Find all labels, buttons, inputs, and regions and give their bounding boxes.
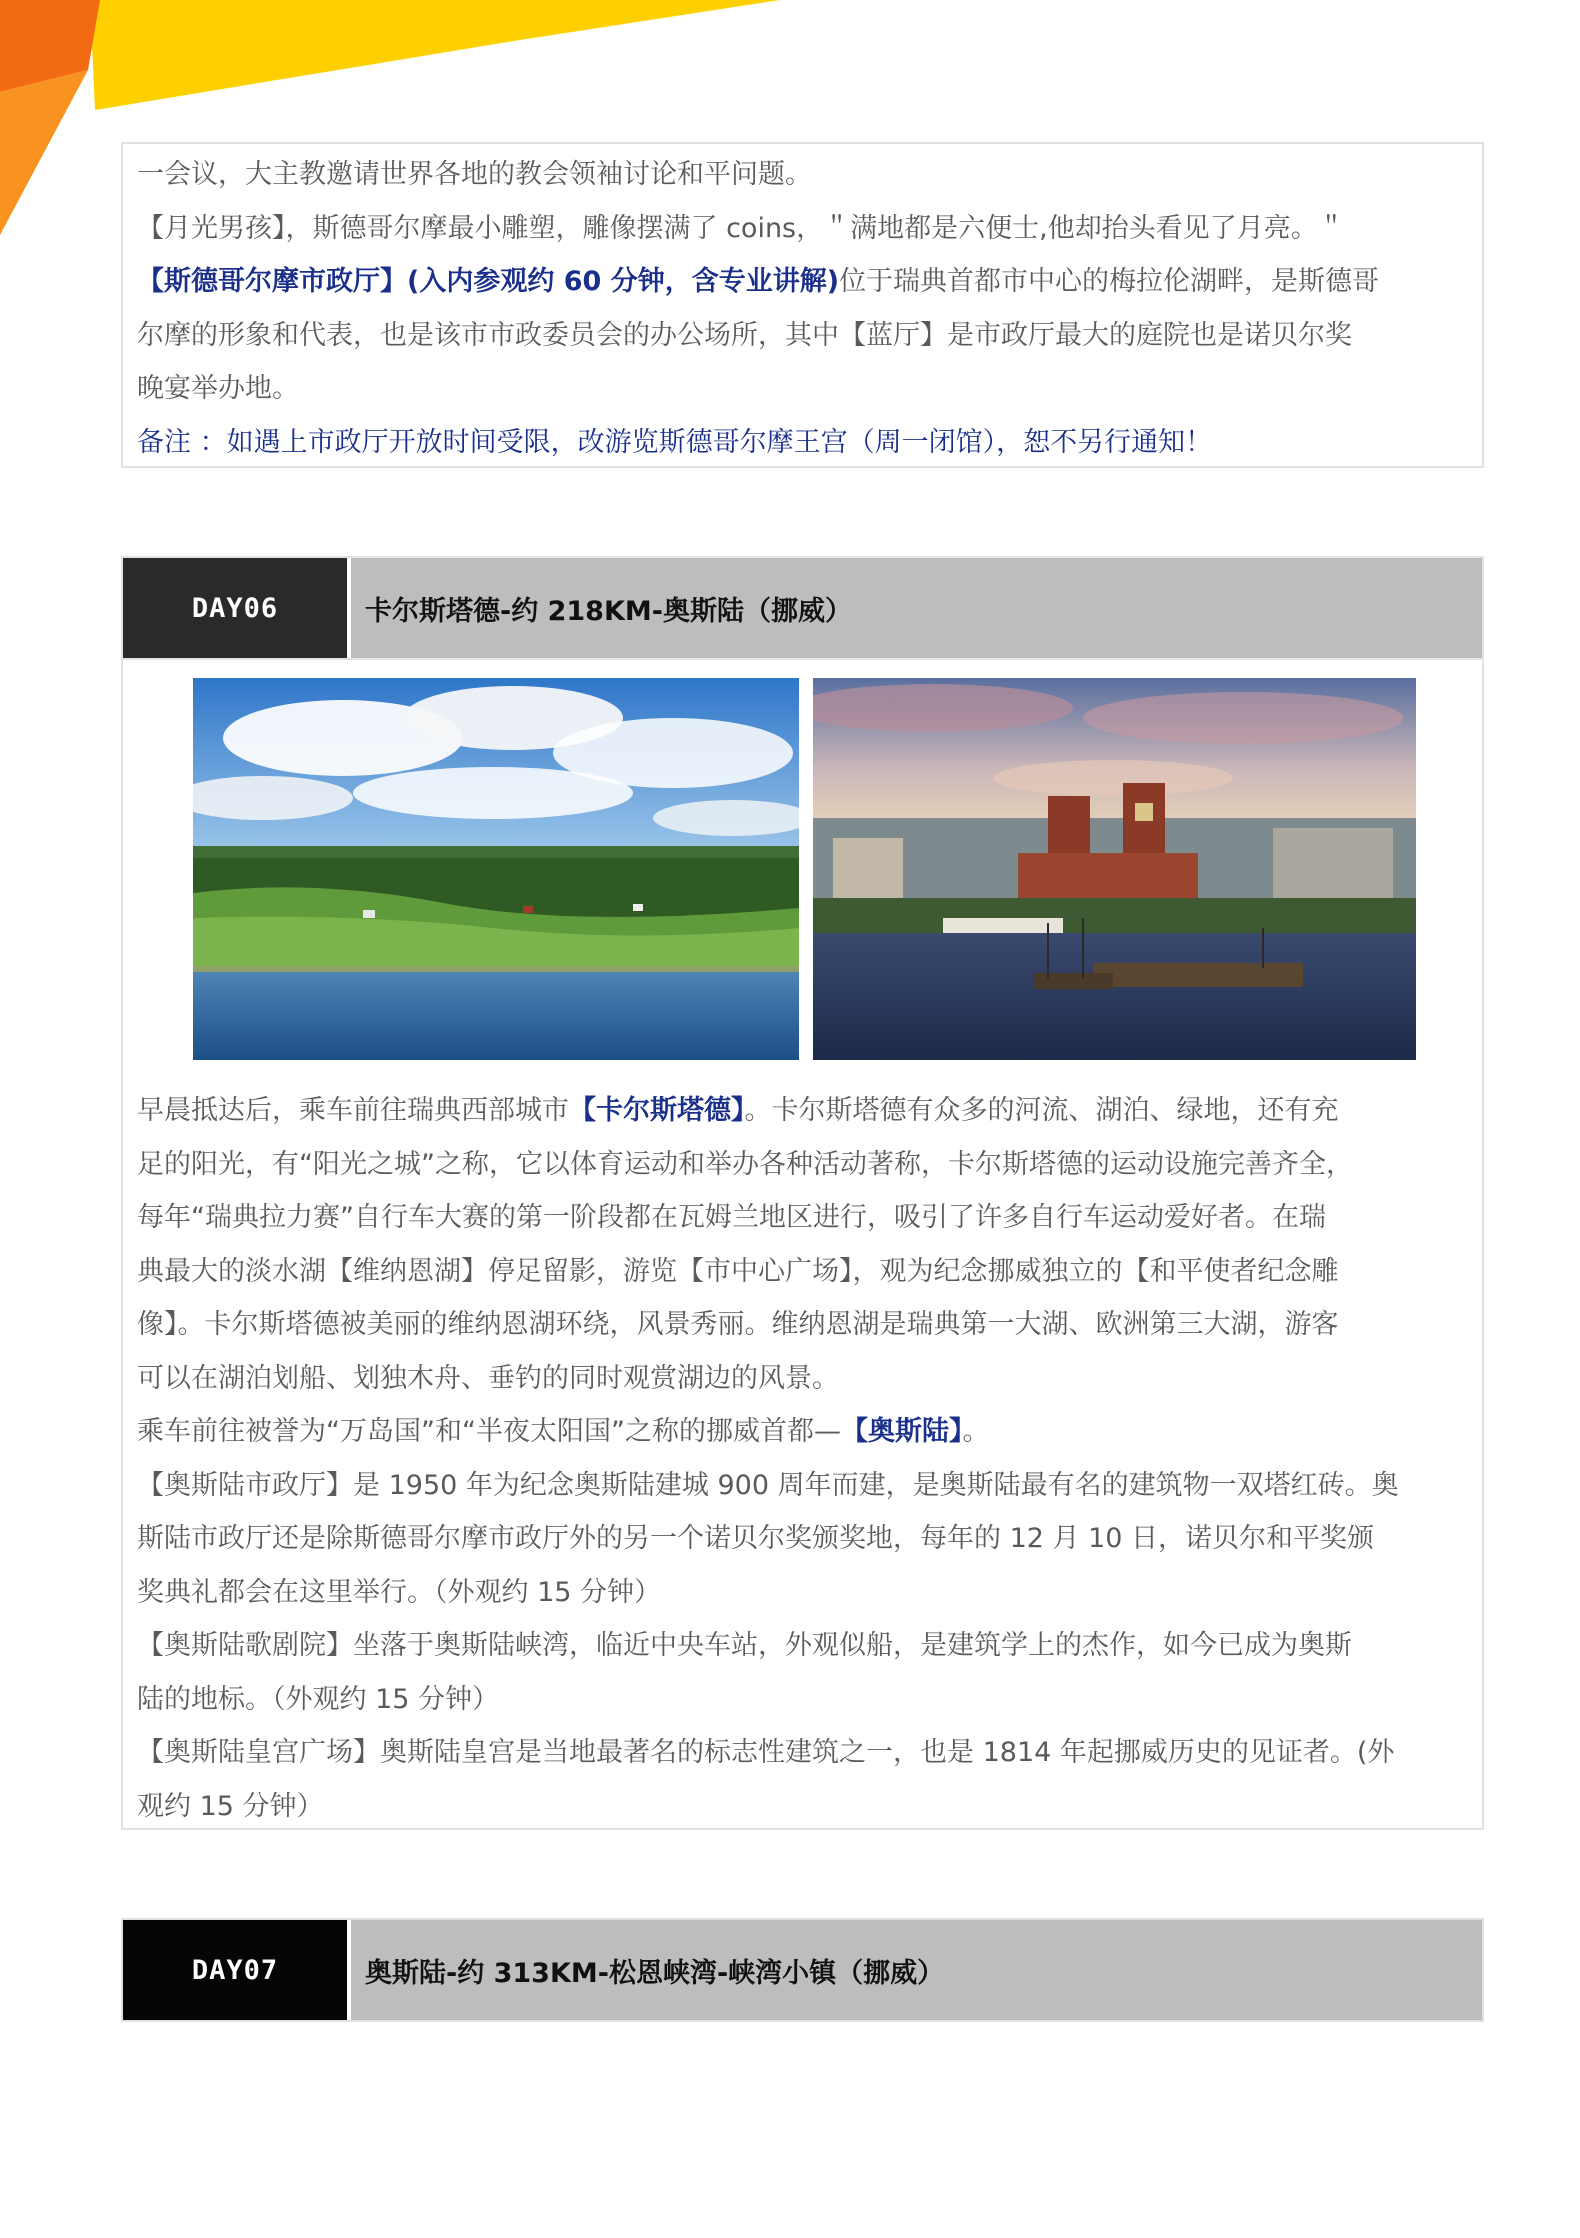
intro-text: 位于瑞典首都市中心的梅拉伦湖畔，是斯德哥: [839, 266, 1380, 297]
day07-title: 奥斯陆-约 313KM-松恩峡湾-峡湾小镇（挪威）: [351, 1920, 1482, 2020]
intro-note: 备注 ：如遇上市政厅开放时间受限，改游览斯德哥尔摩王宫（周一闭馆），恕不另行通知！: [137, 426, 1213, 458]
day06-text: 。: [962, 1416, 990, 1447]
day06-label: DAY06: [123, 558, 347, 658]
day06-line: 足的阳光，有“阳光之城”之称，它以体育运动和举办各种活动著称，卡尔斯塔德的运动设施完善齐全，: [137, 1148, 1353, 1180]
day06-line: 【奥斯陆市政厅】是 1950 年为纪念奥斯陆建城 900 周年而建，是奥斯陆最有名的建筑物一双塔红砖。奥: [137, 1469, 1399, 1501]
intro-line: 晚宴举办地。: [137, 373, 299, 404]
day06-line: 斯陆市政厅还是除斯德哥尔摩市政厅外的另一个诺贝尔奖颁奖地，每年的 12 月 10 日，诺贝尔和平奖颁: [137, 1523, 1375, 1554]
city-hall-heading: 【斯德哥尔摩市政厅】(入内参观约 60 分钟，含专业讲解): [137, 266, 840, 297]
oslo-heading: 【奥斯陆】: [840, 1416, 963, 1447]
day06-line: [137, 1405, 1468, 1459]
day06-line: 像】。卡尔斯塔德被美丽的维纳恩湖环绕，风景秀丽。维纳恩湖是瑞典第一大湖、欧洲第三大湖，游客: [137, 1309, 1339, 1340]
day06-header: [121, 556, 1484, 660]
day07-label: DAY07: [123, 1920, 347, 2020]
day06-text: 。卡尔斯塔德有众多的河流、湖泊、绿地，还有充: [744, 1095, 1339, 1126]
intro-line: 一会议，大主教邀请世界各地的教会领袖讨论和平问题。: [137, 159, 812, 190]
intro-line: [137, 255, 1468, 309]
karlstad-heading: 【卡尔斯塔德】: [569, 1095, 745, 1126]
intro-panel: [121, 142, 1484, 468]
lake-forest-photo: [193, 678, 799, 1060]
day06-line: 典最大的淡水湖【维纳恩湖】停足留影，游览【市中心广场】，观为纪念挪威独立的【和平使者纪念雕: [137, 1255, 1339, 1287]
day07-header: [121, 1918, 1484, 2022]
day06-line: [137, 1084, 1468, 1138]
oslo-city-hall-photo: [813, 678, 1416, 1060]
day06-line: 可以在湖泊划船、划独木舟、垂钓的同时观赏湖边的风景。: [137, 1362, 839, 1394]
day06-photo-row: [121, 660, 1484, 1080]
day06-line: 陆的地标。（外观约 15 分钟）: [137, 1683, 500, 1715]
day06-line: 【奥斯陆歌剧院】坐落于奥斯陆峡湾，临近中央车站，外观似船，是建筑学上的杰作，如今已成为奥斯: [137, 1630, 1352, 1661]
day06-text-panel: [121, 1078, 1484, 1830]
day06-text: 乘车前往被誉为“万岛国”和“半夜太阳国”之称的挪威首都—: [137, 1416, 841, 1447]
day06-line: 【奥斯陆皇宫广场】奥斯陆皇宫是当地最著名的标志性建筑之一，也是 1814 年起挪威历史的见证者。(外: [137, 1737, 1395, 1768]
day06-line: 每年“瑞典拉力赛”自行车大赛的第一阶段都在瓦姆兰地区进行，吸引了许多自行车运动爱好者。在瑞: [137, 1202, 1326, 1233]
intro-line: 【月光男孩】，斯德哥尔摩最小雕塑，雕像摆满了 coins，＂满地都是六便士,他却抬头看见了月亮。＂: [137, 212, 1345, 244]
day06-text: 早晨抵达后，乘车前往瑞典西部城市: [137, 1095, 569, 1126]
day06-title: 卡尔斯塔德-约 218KM-奥斯陆（挪威）: [351, 558, 1482, 658]
day06-line: 观约 15 分钟）: [137, 1790, 324, 1822]
intro-line: 尔摩的形象和代表，也是该市市政委员会的办公场所，其中【蓝厅】是市政厅最大的庭院也是诺贝尔奖: [137, 319, 1352, 351]
day06-line: 奖典礼都会在这里举行。（外观约 15 分钟）: [137, 1576, 662, 1608]
